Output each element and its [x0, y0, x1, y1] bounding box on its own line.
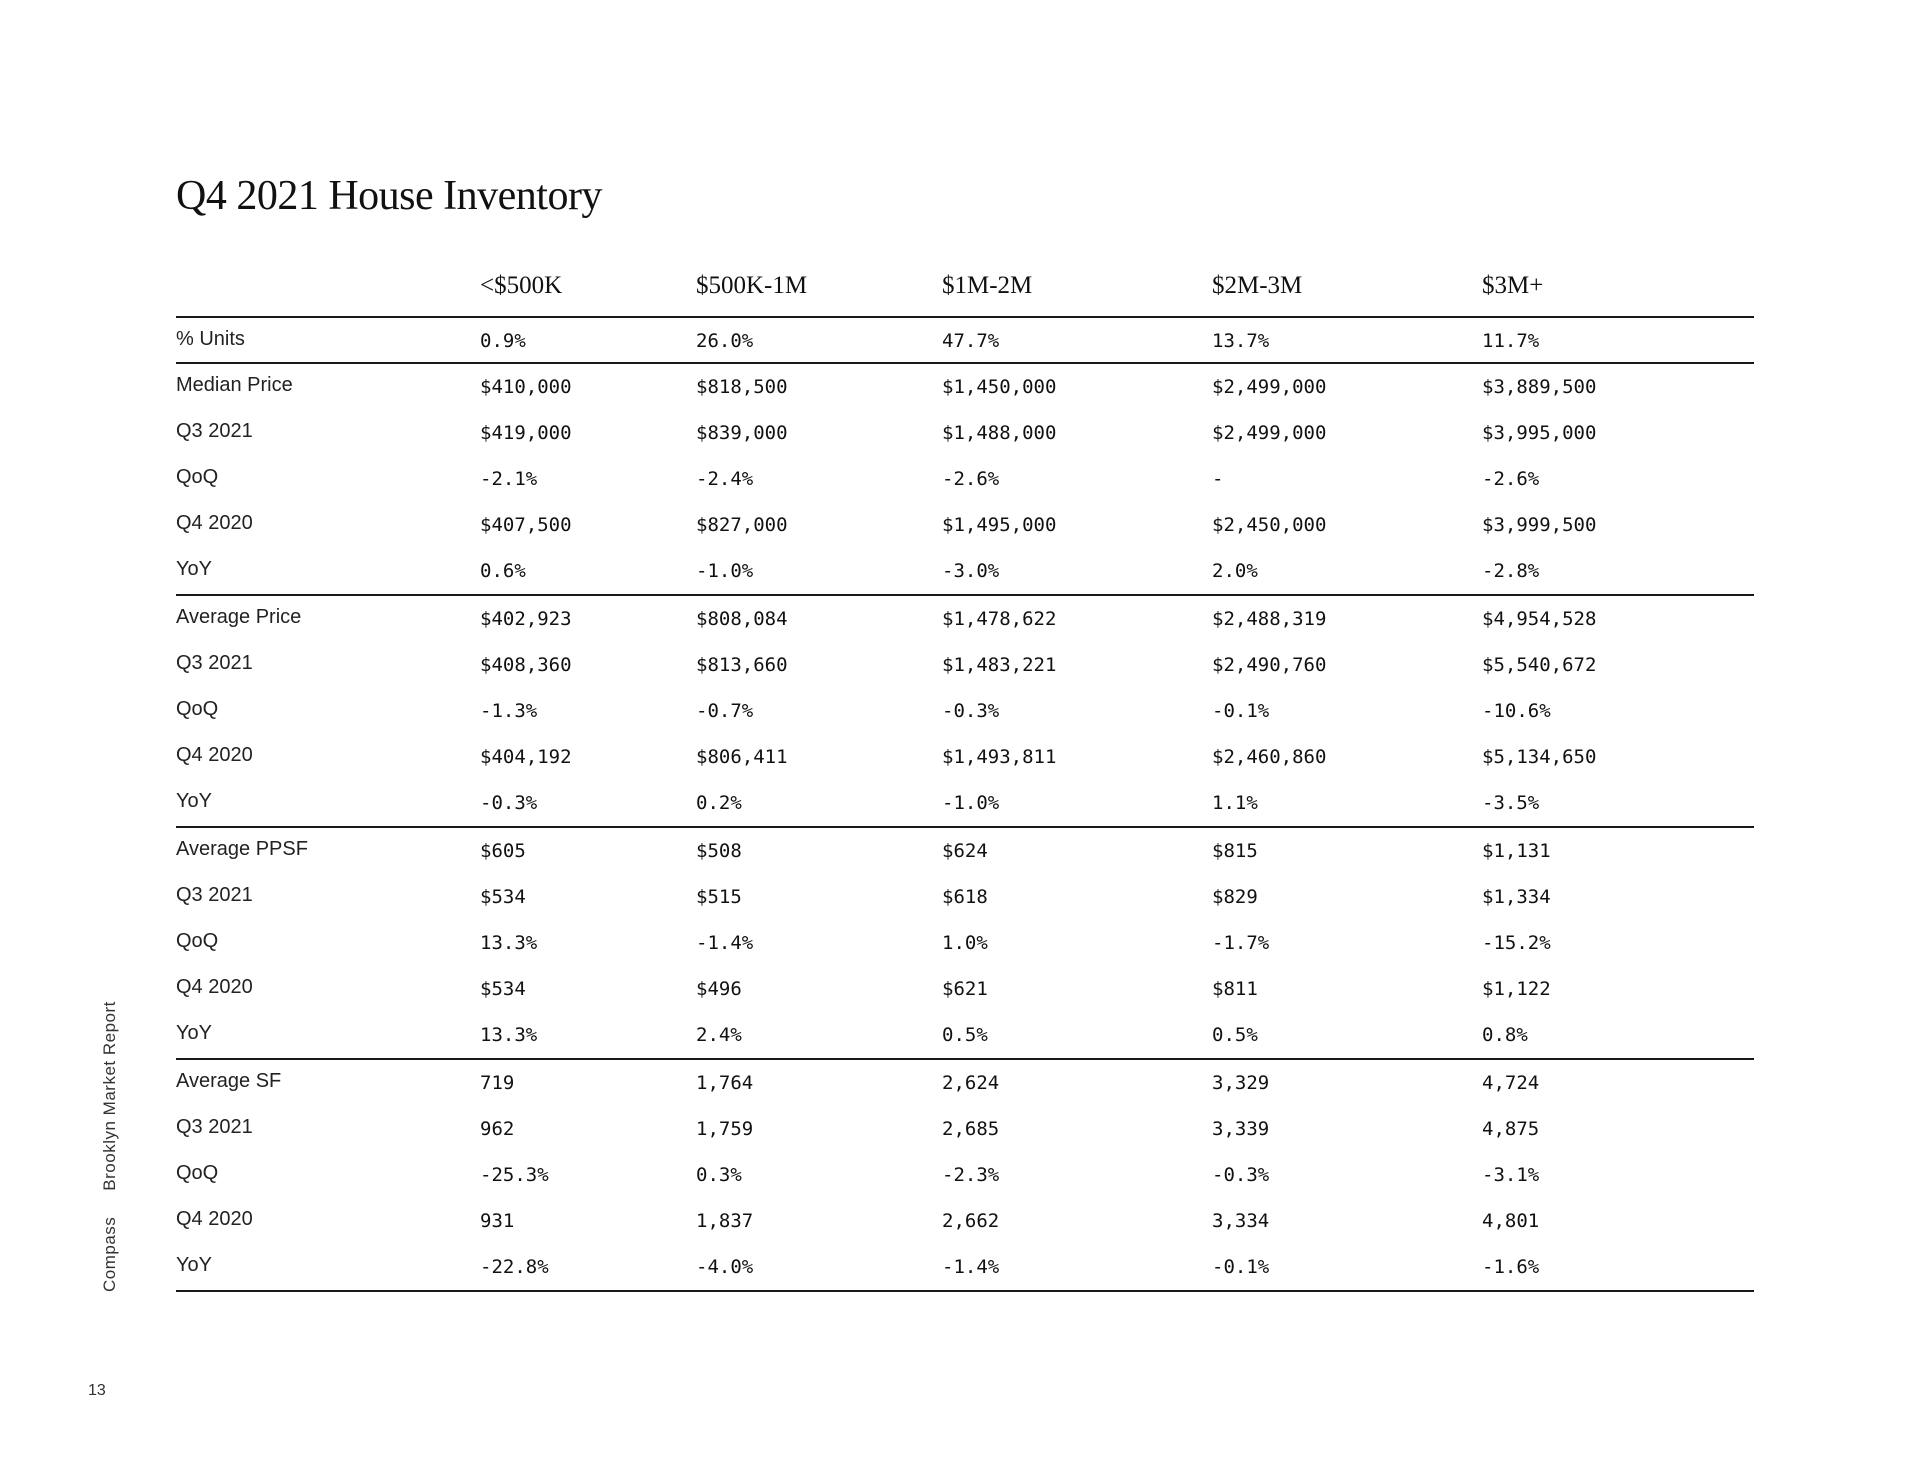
table-cell: $3,889,500 — [1482, 376, 1597, 398]
table-cell: $1,334 — [1482, 886, 1551, 908]
table-cell: 1,837 — [696, 1210, 754, 1232]
table-cell: $2,450,000 — [1212, 514, 1327, 536]
table-cell: $1,450,000 — [942, 376, 1057, 398]
table-cell: 13.3% — [480, 1024, 538, 1046]
table-cell: -1.0% — [942, 792, 1000, 814]
table-cell: $1,478,622 — [942, 608, 1057, 630]
table-cell: -2.4% — [696, 468, 754, 490]
table-cell: 4,801 — [1482, 1210, 1540, 1232]
table-cell: 0.3% — [696, 1164, 742, 1186]
table-cell: $5,134,650 — [1482, 746, 1597, 768]
row-label: QoQ — [176, 698, 219, 720]
row-label: Q4 2020 — [176, 1208, 253, 1230]
table-row — [176, 1244, 1754, 1290]
table-cell: -1.4% — [696, 932, 754, 954]
average-sf-group — [176, 1060, 1754, 1292]
table-cell: $818,500 — [696, 376, 788, 398]
table-row — [176, 874, 1754, 920]
table-cell: $3,995,000 — [1482, 422, 1597, 444]
table-cell: 26.0% — [696, 330, 754, 352]
row-label: Median Price — [176, 374, 293, 396]
table-cell: $2,499,000 — [1212, 376, 1327, 398]
table-cell: $3,999,500 — [1482, 514, 1597, 536]
table-cell: -2.6% — [942, 468, 1000, 490]
table-row — [176, 1198, 1754, 1244]
average-ppsf-group — [176, 828, 1754, 1060]
table-cell: 1,759 — [696, 1118, 754, 1140]
table-cell: -1.0% — [696, 560, 754, 582]
table-cell: 13.3% — [480, 932, 538, 954]
table-cell: -3.0% — [942, 560, 1000, 582]
table-cell: 11.7% — [1482, 330, 1540, 352]
row-label: Average SF — [176, 1070, 282, 1092]
table-cell: $624 — [942, 840, 988, 862]
table-cell: $618 — [942, 886, 988, 908]
table-cell: $815 — [1212, 840, 1258, 862]
table-cell: 719 — [480, 1072, 515, 1094]
table-cell: -15.2% — [1482, 932, 1551, 954]
table-cell: $2,460,860 — [1212, 746, 1327, 768]
row-label: YoY — [176, 790, 212, 812]
row-label: YoY — [176, 1022, 212, 1044]
row-label: Q4 2020 — [176, 976, 253, 998]
table-cell: $508 — [696, 840, 742, 862]
table-cell: -1.6% — [1482, 1256, 1540, 1278]
table-row — [176, 410, 1754, 456]
table-cell: $813,660 — [696, 654, 788, 676]
table-row — [176, 502, 1754, 548]
table-cell: 1.0% — [942, 932, 988, 954]
table-cell: $407,500 — [480, 514, 572, 536]
table-cell: $1,131 — [1482, 840, 1551, 862]
table-cell: -1.3% — [480, 700, 538, 722]
table-row — [176, 1060, 1754, 1106]
table-row — [176, 966, 1754, 1012]
column-header: $1M-2M — [942, 272, 1033, 299]
median-price-group — [176, 364, 1754, 596]
column-header: <$500K — [480, 272, 563, 299]
table-cell: -2.1% — [480, 468, 538, 490]
row-label: Average Price — [176, 606, 302, 628]
table-cell: -25.3% — [480, 1164, 549, 1186]
table-cell: $408,360 — [480, 654, 572, 676]
row-label: Q3 2021 — [176, 652, 253, 674]
table-row — [176, 548, 1754, 594]
table-cell: -0.1% — [1212, 700, 1270, 722]
table-cell: $1,488,000 — [942, 422, 1057, 444]
side-caption — [100, 975, 120, 1292]
table-cell: $811 — [1212, 978, 1258, 1000]
table-cell: $827,000 — [696, 514, 788, 536]
column-header: $2M-3M — [1212, 272, 1303, 299]
table-cell: 47.7% — [942, 330, 1000, 352]
table-cell: -2.6% — [1482, 468, 1540, 490]
row-label: YoY — [176, 558, 212, 580]
page-number: 13 — [88, 1382, 106, 1399]
table-row — [176, 688, 1754, 734]
table-cell: -3.5% — [1482, 792, 1540, 814]
table-cell: -22.8% — [480, 1256, 549, 1278]
table-cell: $2,488,319 — [1212, 608, 1327, 630]
row-label: Q3 2021 — [176, 884, 253, 906]
table-row — [176, 780, 1754, 826]
table-cell: $2,490,760 — [1212, 654, 1327, 676]
row-label: QoQ — [176, 930, 219, 952]
table-cell: $4,954,528 — [1482, 608, 1597, 630]
row-label: YoY — [176, 1254, 212, 1276]
table-cell: -0.7% — [696, 700, 754, 722]
table-cell: -0.3% — [1212, 1164, 1270, 1186]
table-cell: $839,000 — [696, 422, 788, 444]
table-cell: $534 — [480, 978, 526, 1000]
table-cell: 962 — [480, 1118, 515, 1140]
table-cell: $1,495,000 — [942, 514, 1057, 536]
table-cell: $404,192 — [480, 746, 572, 768]
table-cell: $402,923 — [480, 608, 572, 630]
table-cell: $605 — [480, 840, 526, 862]
table-cell: -2.8% — [1482, 560, 1540, 582]
row-label: Average PPSF — [176, 838, 308, 860]
table-cell: 0.8% — [1482, 1024, 1528, 1046]
table-cell: $808,084 — [696, 608, 788, 630]
row-label: Q4 2020 — [176, 744, 253, 766]
table-cell: 13.7% — [1212, 330, 1270, 352]
table-cell: 3,339 — [1212, 1118, 1270, 1140]
table-cell: $496 — [696, 978, 742, 1000]
table-cell: 1.1% — [1212, 792, 1258, 814]
table-cell: 931 — [480, 1210, 515, 1232]
average-price-group — [176, 596, 1754, 828]
table-cell: -3.1% — [1482, 1164, 1540, 1186]
row-label: QoQ — [176, 466, 219, 488]
table-cell: $410,000 — [480, 376, 572, 398]
table-cell: -10.6% — [1482, 700, 1551, 722]
table-header — [176, 262, 1754, 318]
table-cell: $1,122 — [1482, 978, 1551, 1000]
table-row — [176, 1152, 1754, 1198]
table-cell: 2,624 — [942, 1072, 1000, 1094]
inventory-table — [176, 262, 1754, 1292]
page-title: Q4 2021 House Inventory — [176, 173, 602, 219]
table-cell: 2,662 — [942, 1210, 1000, 1232]
table-row — [176, 642, 1754, 688]
table-cell: -2.3% — [942, 1164, 1000, 1186]
table-row — [176, 828, 1754, 874]
table-cell: 4,875 — [1482, 1118, 1540, 1140]
table-cell: $806,411 — [696, 746, 788, 768]
table-cell: $621 — [942, 978, 988, 1000]
table-cell: 3,334 — [1212, 1210, 1270, 1232]
row-label: Q3 2021 — [176, 420, 253, 442]
table-cell: $5,540,672 — [1482, 654, 1597, 676]
table-cell: -1.7% — [1212, 932, 1270, 954]
table-cell: $515 — [696, 886, 742, 908]
table-cell: 2,685 — [942, 1118, 1000, 1140]
brand-name: Compass — [100, 1216, 119, 1292]
table-cell: $534 — [480, 886, 526, 908]
column-header: $3M+ — [1482, 272, 1544, 299]
table-cell: 1,764 — [696, 1072, 754, 1094]
table-row — [176, 1012, 1754, 1058]
table-cell: -0.3% — [480, 792, 538, 814]
table-cell: $1,483,221 — [942, 654, 1057, 676]
table-cell: 4,724 — [1482, 1072, 1540, 1094]
table-cell: 2.4% — [696, 1024, 742, 1046]
table-cell: $419,000 — [480, 422, 572, 444]
table-cell: -4.0% — [696, 1256, 754, 1278]
row-label: Q4 2020 — [176, 512, 253, 534]
table-row — [176, 734, 1754, 780]
table-row — [176, 920, 1754, 966]
row-label: QoQ — [176, 1162, 219, 1184]
table-cell: 0.5% — [1212, 1024, 1258, 1046]
table-cell: 0.9% — [480, 330, 526, 352]
table-cell: $1,493,811 — [942, 746, 1057, 768]
table-row — [176, 596, 1754, 642]
table-cell: -0.1% — [1212, 1256, 1270, 1278]
column-header: $500K-1M — [696, 272, 808, 299]
table-row — [176, 456, 1754, 502]
table-row — [176, 364, 1754, 410]
table-row — [176, 1106, 1754, 1152]
table-cell: -0.3% — [942, 700, 1000, 722]
table-cell: 2.0% — [1212, 560, 1258, 582]
table-cell: 3,329 — [1212, 1072, 1270, 1094]
table-cell: 0.2% — [696, 792, 742, 814]
report-name: Brooklyn Market Report — [100, 1001, 119, 1191]
table-row — [176, 318, 1754, 362]
units-group — [176, 318, 1754, 364]
row-label: % Units — [176, 328, 245, 350]
table-cell: $829 — [1212, 886, 1258, 908]
table-cell: $2,499,000 — [1212, 422, 1327, 444]
table-cell: 0.6% — [480, 560, 526, 582]
table-cell: -1.4% — [942, 1256, 1000, 1278]
row-label: Q3 2021 — [176, 1116, 253, 1138]
table-cell: 0.5% — [942, 1024, 988, 1046]
table-cell: - — [1212, 468, 1224, 490]
